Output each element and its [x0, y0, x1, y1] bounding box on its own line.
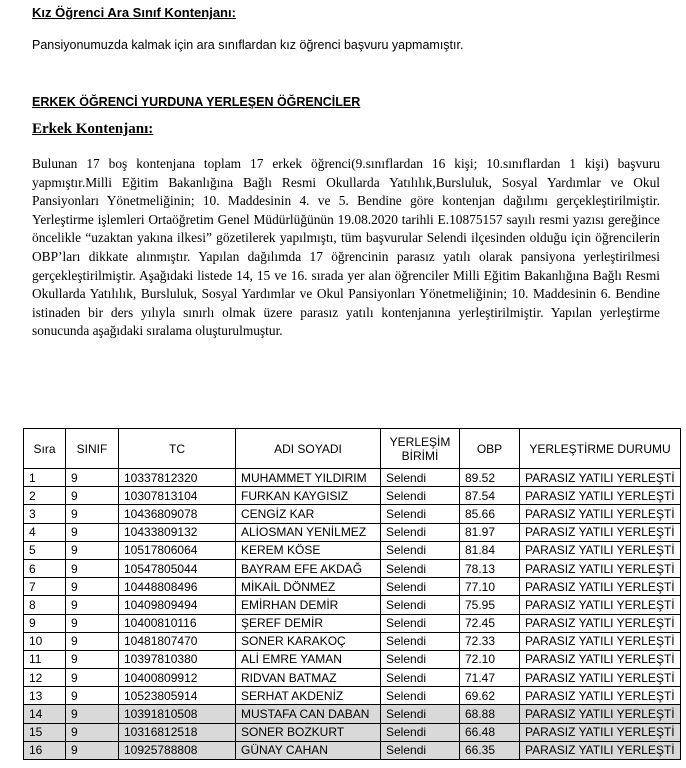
table-row: [24, 469, 681, 487]
cell-location: Selendi: [381, 650, 460, 668]
cell-order: 1: [24, 469, 66, 487]
girls-quota-text: Pansiyonumuzda kalmak için ara sınıflardan kız öğrenci başvuru yapmamıştır.: [32, 38, 464, 52]
cell-name: BAYRAM EFE AKDAĞ: [236, 559, 381, 577]
header-order: Sıra: [24, 429, 66, 469]
cell-status: PARASIZ YATILI YERLEŞTİ: [520, 578, 681, 596]
cell-class: 9: [66, 723, 119, 741]
cell-name: MUSTAFA CAN DABAN: [236, 705, 381, 723]
cell-location: Selendi: [381, 723, 460, 741]
table-header-row: [24, 429, 681, 469]
cell-class: 9: [66, 614, 119, 632]
cell-status: PARASIZ YATILI YERLEŞTİ: [520, 559, 681, 577]
cell-status: PARASIZ YATILI YERLEŞTİ: [520, 650, 681, 668]
cell-location: Selendi: [381, 705, 460, 723]
table-row: [24, 723, 681, 741]
cell-name: EMİRHAN DEMİR: [236, 596, 381, 614]
cell-name: MİKAİL DÖNMEZ: [236, 578, 381, 596]
cell-name: SONER BOZKURT: [236, 723, 381, 741]
cell-status: PARASIZ YATILI YERLEŞTİ: [520, 523, 681, 541]
cell-location: Selendi: [381, 596, 460, 614]
placement-description: Bulunan 17 boş kontenjana toplam 17 erkek öğrenci(9.sınıflardan 16 kişi; 10.sınıflardan 1 kişi) başvuru yapmıştır.Milli Eğitim Bakanlığına Bağlı Resmi Okullarda Yatılılık,Bursluluk, Sosyal Yardımlar ve Okul Pansiyonları Yönetmeliğinin; 10. Maddesinin 4. ve 5. Bendine göre kontenjan dağılımı gerçekleştirilmiştir. Yerleştirme işlemleri Ortaöğretim Genel Müdürlüğünün 19.08.2020 tarihli E.10875157 sayılı resmi yazısı gereğince öncelikle “uzaktan yakına ilkesi” gözetilerek yapılmıştı, tüm başvurular Selendi ilçesinden olduğu için öğrencilerin OBP’ları dikkate alınmıştır. Yapılan dağılımda 17 öğrencinin parasız yatılı olarak pansiyona yerleştirilmesi gerçekleştirilmiştir. Aşağıdaki listede 14, 15 ve 16. sırada yer alan öğrenciler Milli Eğitim Bakanlığına Bağlı Resmi Okullarda Yatılılık, Bursluluk, Sosyal Yardımlar ve Okul Pansiyonları Yönetmeliğinin; 10. Maddesinin 6. Bendine istinaden bir ders yılıyla sınırlı olmak üzere parasız yatılı kontenjanına yerleştirilmiştir. Yapılan yerleştirme sonucunda aşağıdaki sıralama oluşturulmuştur.: [32, 156, 660, 339]
table-row: [24, 741, 681, 759]
cell-tc: 10400810116: [119, 614, 236, 632]
cell-obp: 87.54: [460, 487, 520, 505]
cell-tc: 10307813104: [119, 487, 236, 505]
cell-tc: 10316812518: [119, 723, 236, 741]
cell-obp: 71.47: [460, 669, 520, 687]
cell-name: RIDVAN BATMAZ: [236, 669, 381, 687]
cell-tc: 10925788808: [119, 741, 236, 759]
cell-tc: 10400809912: [119, 669, 236, 687]
cell-order: 14: [24, 705, 66, 723]
cell-order: 6: [24, 559, 66, 577]
cell-location: Selendi: [381, 469, 460, 487]
cell-class: 9: [66, 632, 119, 650]
header-location: YERLEŞİM BİRİMİ: [381, 429, 460, 469]
cell-status: PARASIZ YATILI YERLEŞTİ: [520, 505, 681, 523]
cell-obp: 72.33: [460, 632, 520, 650]
table-row: [24, 596, 681, 614]
table-row: [24, 541, 681, 559]
cell-order: 15: [24, 723, 66, 741]
cell-obp: 66.48: [460, 723, 520, 741]
cell-class: 9: [66, 687, 119, 705]
cell-class: 9: [66, 650, 119, 668]
cell-status: PARASIZ YATILI YERLEŞTİ: [520, 705, 681, 723]
cell-status: PARASIZ YATILI YERLEŞTİ: [520, 614, 681, 632]
cell-status: PARASIZ YATILI YERLEŞTİ: [520, 469, 681, 487]
cell-location: Selendi: [381, 541, 460, 559]
cell-name: MUHAMMET YILDIRIM: [236, 469, 381, 487]
cell-tc: 10517806064: [119, 541, 236, 559]
table-row: [24, 669, 681, 687]
cell-class: 9: [66, 559, 119, 577]
cell-status: PARASIZ YATILI YERLEŞTİ: [520, 596, 681, 614]
cell-status: PARASIZ YATILI YERLEŞTİ: [520, 632, 681, 650]
cell-name: ŞEREF DEMİR: [236, 614, 381, 632]
cell-tc: 10448808496: [119, 578, 236, 596]
cell-location: Selendi: [381, 632, 460, 650]
cell-tc: 10523805914: [119, 687, 236, 705]
table-row: [24, 578, 681, 596]
header-obp: OBP: [460, 429, 520, 469]
cell-obp: 85.66: [460, 505, 520, 523]
cell-tc: 10481807470: [119, 632, 236, 650]
cell-location: Selendi: [381, 578, 460, 596]
table-row: [24, 687, 681, 705]
cell-tc: 10436809078: [119, 505, 236, 523]
cell-status: PARASIZ YATILI YERLEŞTİ: [520, 487, 681, 505]
cell-class: 9: [66, 505, 119, 523]
header-class: SINIF: [66, 429, 119, 469]
cell-class: 9: [66, 669, 119, 687]
cell-class: 9: [66, 741, 119, 759]
cell-status: PARASIZ YATILI YERLEŞTİ: [520, 741, 681, 759]
cell-name: SONER KARAKOÇ: [236, 632, 381, 650]
cell-obp: 81.97: [460, 523, 520, 541]
cell-location: Selendi: [381, 669, 460, 687]
cell-obp: 66.35: [460, 741, 520, 759]
cell-order: 3: [24, 505, 66, 523]
cell-status: PARASIZ YATILI YERLEŞTİ: [520, 669, 681, 687]
table-row: [24, 650, 681, 668]
header-tc: TC: [119, 429, 236, 469]
cell-location: Selendi: [381, 487, 460, 505]
boys-quota-heading: Erkek Kontenjanı:: [32, 121, 154, 137]
cell-class: 9: [66, 523, 119, 541]
cell-location: Selendi: [381, 741, 460, 759]
cell-order: 12: [24, 669, 66, 687]
cell-tc: 10547805044: [119, 559, 236, 577]
table-row: [24, 505, 681, 523]
cell-order: 13: [24, 687, 66, 705]
cell-class: 9: [66, 487, 119, 505]
cell-status: PARASIZ YATILI YERLEŞTİ: [520, 687, 681, 705]
table-row: [24, 705, 681, 723]
cell-obp: 89.52: [460, 469, 520, 487]
cell-order: 2: [24, 487, 66, 505]
cell-class: 9: [66, 578, 119, 596]
placement-table: [23, 428, 681, 760]
cell-order: 9: [24, 614, 66, 632]
cell-obp: 77.10: [460, 578, 520, 596]
cell-order: 7: [24, 578, 66, 596]
cell-location: Selendi: [381, 559, 460, 577]
cell-name: GÜNAY CAHAN: [236, 741, 381, 759]
cell-status: PARASIZ YATILI YERLEŞTİ: [520, 723, 681, 741]
cell-obp: 68.88: [460, 705, 520, 723]
cell-order: 4: [24, 523, 66, 541]
cell-class: 9: [66, 541, 119, 559]
cell-name: CENGİZ KAR: [236, 505, 381, 523]
table-row: [24, 523, 681, 541]
cell-class: 9: [66, 705, 119, 723]
cell-location: Selendi: [381, 523, 460, 541]
cell-tc: 10397810380: [119, 650, 236, 668]
cell-tc: 10433809132: [119, 523, 236, 541]
cell-status: PARASIZ YATILI YERLEŞTİ: [520, 541, 681, 559]
table-row: [24, 559, 681, 577]
cell-name: ALİ EMRE YAMAN: [236, 650, 381, 668]
cell-order: 8: [24, 596, 66, 614]
cell-name: ALİOSMAN YENİLMEZ: [236, 523, 381, 541]
cell-obp: 78.13: [460, 559, 520, 577]
girls-quota-heading: Kız Öğrenci Ara Sınıf Kontenjanı:: [32, 5, 236, 20]
cell-name: KEREM KÖSE: [236, 541, 381, 559]
cell-tc: 10391810508: [119, 705, 236, 723]
table-row: [24, 614, 681, 632]
cell-location: Selendi: [381, 687, 460, 705]
cell-obp: 75.95: [460, 596, 520, 614]
cell-order: 11: [24, 650, 66, 668]
cell-name: FURKAN KAYGISIZ: [236, 487, 381, 505]
header-status: YERLEŞTİRME DURUMU: [520, 429, 681, 469]
cell-obp: 72.10: [460, 650, 520, 668]
cell-location: Selendi: [381, 505, 460, 523]
cell-obp: 72.45: [460, 614, 520, 632]
header-name: ADI SOYADI: [236, 429, 381, 469]
cell-class: 9: [66, 469, 119, 487]
cell-order: 10: [24, 632, 66, 650]
table-body: [24, 469, 681, 760]
cell-order: 16: [24, 741, 66, 759]
table-row: [24, 487, 681, 505]
cell-location: Selendi: [381, 614, 460, 632]
boys-dorm-heading: ERKEK ÖĞRENCİ YURDUNA YERLEŞEN ÖĞRENCİLER: [32, 95, 361, 109]
cell-tc: 10409809494: [119, 596, 236, 614]
cell-obp: 69.62: [460, 687, 520, 705]
table-row: [24, 632, 681, 650]
cell-class: 9: [66, 596, 119, 614]
cell-tc: 10337812320: [119, 469, 236, 487]
cell-obp: 81.84: [460, 541, 520, 559]
cell-order: 5: [24, 541, 66, 559]
cell-name: SERHAT AKDENİZ: [236, 687, 381, 705]
